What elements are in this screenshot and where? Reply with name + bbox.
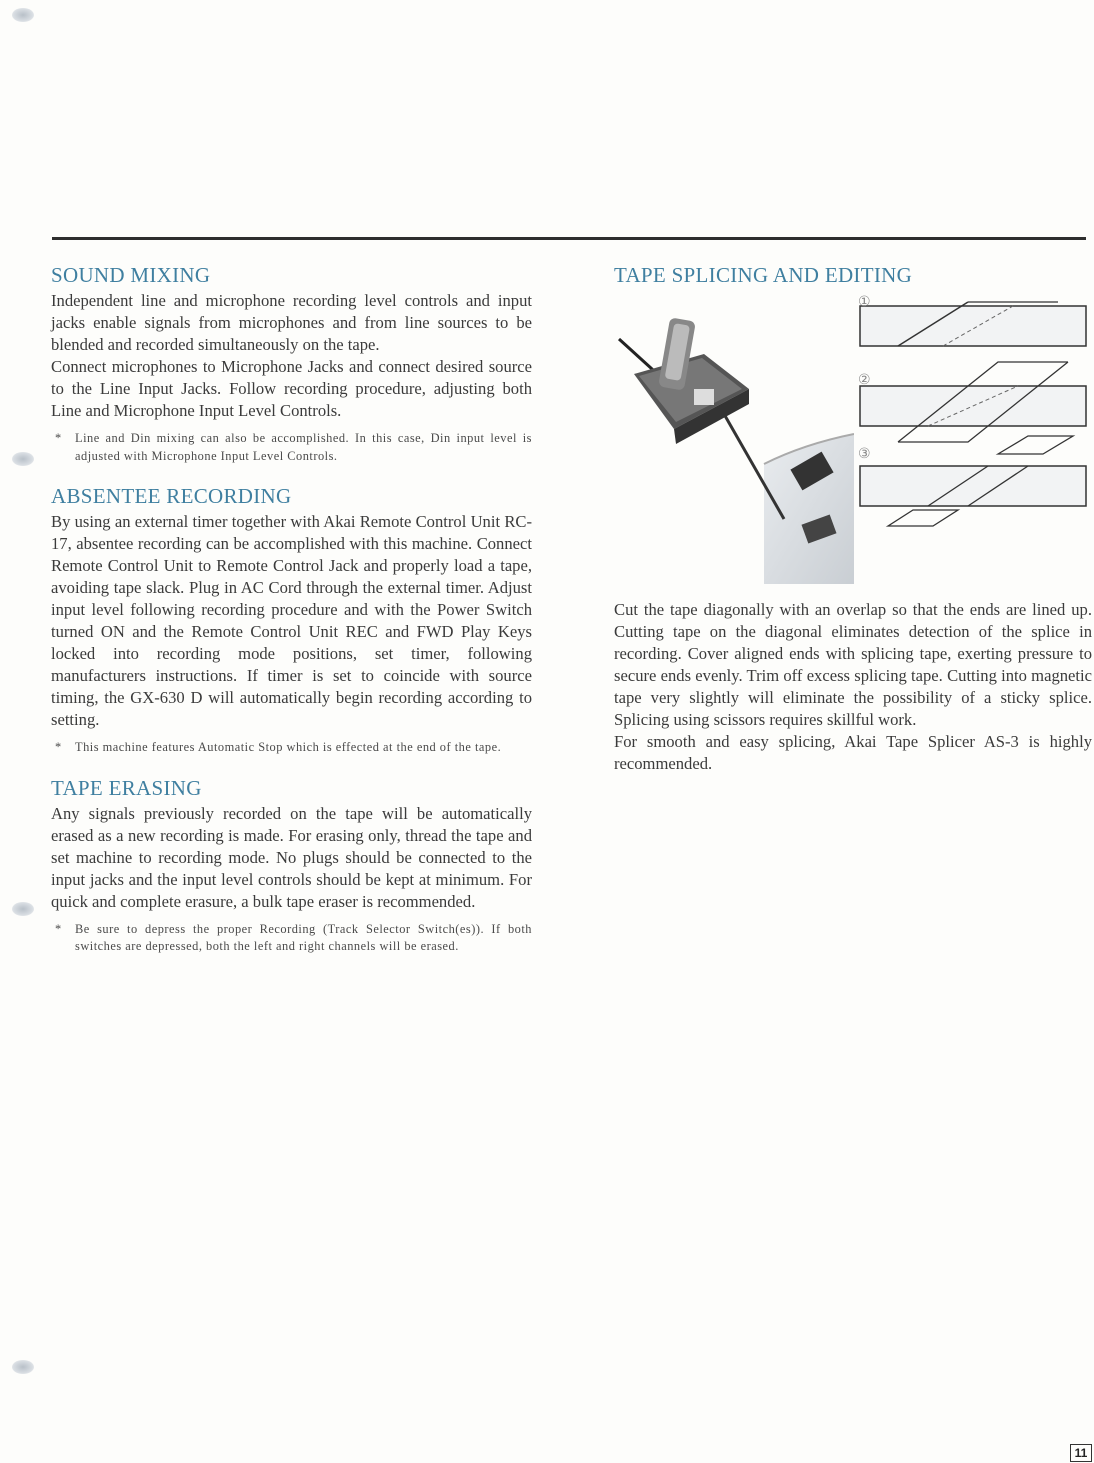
footnote-text: This machine features Automatic Stop which is effected at the end of the tape. — [75, 740, 502, 754]
asterisk: * — [55, 921, 62, 936]
section-heading: TAPE SPLICING AND EDITING — [614, 263, 913, 287]
section-heading: TAPE ERASING — [51, 775, 202, 800]
splice-steps-diagram — [858, 294, 1092, 584]
section-sound-mixing — [51, 262, 532, 465]
section-heading: ABSENTEE RECORDING — [51, 484, 292, 508]
section-heading: SOUND MIXING — [51, 263, 211, 287]
binder-hole-mark — [12, 452, 34, 466]
step-marker-3: ③ — [858, 446, 871, 462]
paragraph: Connect microphones to Microphone Jacks and connect desired source to the Line Input Jacks. Follow recording procedure, adjusting both Line and Microphone Input Level Controls. — [51, 357, 532, 420]
section-tape-erasing — [51, 775, 532, 956]
footnote-text: Line and Din mixing can also be accomplished. In this case, Din input level is adjusted with Microphone Input Level Controls. — [75, 431, 532, 463]
binder-hole-mark — [12, 902, 34, 916]
asterisk: * — [55, 431, 62, 445]
binder-hole-mark — [12, 8, 34, 22]
footnote — [51, 921, 532, 956]
footnote-text: Be sure to depress the proper Recording (Track Selector Switch(es)). If both switches are depressed, both the left and right channels will be erased. — [75, 921, 532, 953]
asterisk: * — [55, 740, 62, 754]
top-rule — [52, 237, 1086, 240]
tape-splicer-photo — [614, 294, 854, 584]
paragraph: Any signals previously recorded on the tape will be automatically erased as a new recording is made. For erasing only, thread the tape and set machine to recording mode. No plugs should be connected to the input jacks and the input level controls should be kept at minimum. For quick and complete erasure, a bulk tape eraser is recommended. — [51, 803, 532, 911]
left-column — [51, 262, 532, 974]
paragraph: Cut the tape diagonally with an overlap so that the ends are lined up. Cutting tape on the diagonal eliminates detection of the splice in recording. Cover aligned ends with splicing tape, exerting pressure to secure ends evenly. Trim off excess splicing tape. Cutting into magnetic tape very slightly will eliminate the possibility of a sticky splice. Splicing using scissors requires skillful work. — [614, 600, 1092, 729]
step-marker-2: ② — [858, 372, 871, 388]
paragraph: For smooth and easy splicing, Akai Tape Splicer AS-3 is highly recommended. — [614, 732, 1092, 773]
binder-hole-mark — [12, 1360, 34, 1374]
footnote — [51, 430, 532, 465]
splicing-figure — [614, 294, 1092, 584]
step-marker-1: ① — [858, 294, 871, 310]
paragraph: By using an external timer together with Akai Remote Control Unit RC-17, absentee recording can be accomplished with this machine. Connect Remote Control Unit to Remote Control Jack and properly load a tape, avoiding tape slack. Plug in AC Cord through the external timer. Adjust input level following recording procedure and with the Power Switch turned ON and the Remote Control Unit REC and FWD Play Keys locked into recording mode positions, set timer, following manufacturers instructions. If timer is set to coincide with source timing, the GX-630 D will automatically begin recording according to setting. — [51, 512, 532, 729]
footnote — [51, 739, 532, 757]
paragraph: Independent line and microphone recording level controls and input jacks enable signals from microphones and from line sources to be blended and recorded simultaneously on the tape. — [51, 291, 532, 354]
page-number: 11 — [1070, 1444, 1092, 1462]
section-absentee-recording — [51, 483, 532, 757]
right-column — [614, 262, 1092, 775]
